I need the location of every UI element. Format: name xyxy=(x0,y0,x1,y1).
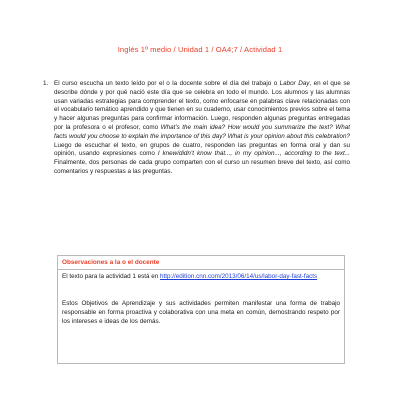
teacher-notes-divider xyxy=(58,269,344,270)
page-header-title: Inglés 1º medio / Unidad 1 / OA4;7 / Actividad 1 xyxy=(117,45,283,54)
activity-text-intro: El curso escucha un texto leído por el o la docente sobre el día del trabajo o xyxy=(54,80,280,87)
activity-expressions: I knew/didn’t know that..., in my opinion..., according to the text... xyxy=(157,150,350,158)
link-intro-text: El texto para la actividad 1 está en xyxy=(62,273,161,280)
teacher-notes-link-paragraph xyxy=(62,273,340,282)
labor-day-term: Labor Day xyxy=(279,80,310,87)
article-link[interactable]: http://edition.cnn.com/2013/06/14/us/labor-day-fast-facts xyxy=(160,273,318,280)
activity-item xyxy=(43,80,350,177)
activity-text-closing: Finalmente, dos personas de cada grupo comparten con el curso un resumen breve del texto, así como comentarios y respuestas a las preguntas. xyxy=(54,159,350,175)
activity-number: 1. xyxy=(43,80,49,87)
activity-text-groups: Luego de escuchar el texto, en grupos de cuatro, responden las preguntas en forma oral y dan su opinión, usando expresiones como xyxy=(54,141,350,158)
activity-questions: What’s the main idea? How would you summarize the text? What facts would you choose to explain the importance of this day? What is your opinion about this celebration? xyxy=(54,123,350,140)
teacher-notes-box xyxy=(57,255,345,364)
teacher-notes-paragraph: Estos Objetivos de Aprendizaje y sus actividades permiten manifestar una forma de trabajo responsable en forma proactiva y colaborativa con una meta en común, demostrando respeto por los intereses e ideas de los demás. xyxy=(62,300,340,325)
teacher-notes-title: Observaciones a la o el docente xyxy=(62,259,160,266)
activity-text-body: , en el que se describe dónde y por qué nació este día que se celebra en todo el mundo. Los alumnos y las alumnas usan variadas estrategias para comprender el texto, como enfocarse en palabras clave relacionadas con el vocabulario temático aprendido y que tienen en su cuaderno, usar conocimientos previos sobre el tema y hacer algunas preguntas para confirmar información. Luego, responden algunas preguntas entregadas por la profesora o el profesor, como xyxy=(54,80,350,131)
